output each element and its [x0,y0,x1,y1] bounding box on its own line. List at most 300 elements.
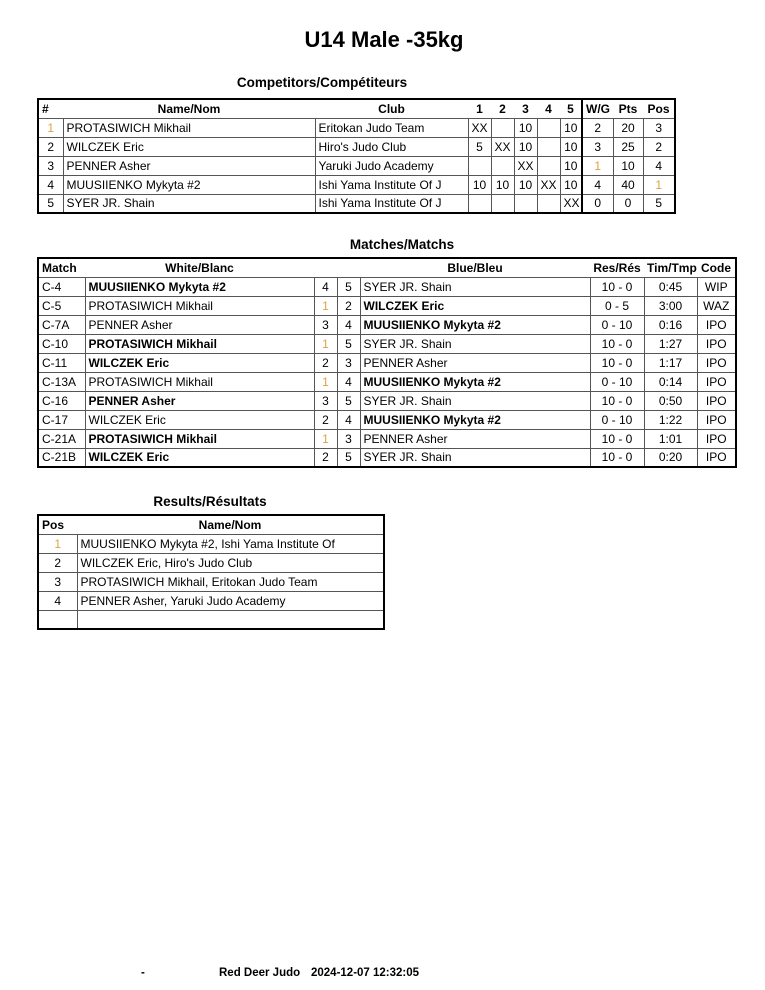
match-result [590,410,644,429]
competitor-wins [582,137,613,156]
competitor-score-m2 [491,194,514,213]
match-result-text: 0 - 10 [601,412,633,427]
white-player-text: PROTASIWICH Mikhail [88,431,217,446]
match-id [38,410,85,429]
competitor-num-text: 3 [47,158,55,173]
white-player [85,277,314,296]
header-pts: Pts [613,99,643,118]
white-number-text: 2 [322,355,329,370]
competitor-position-text: 2 [655,139,663,154]
result-position [38,610,77,629]
match-code [697,372,736,391]
match-id-text: C-16 [42,393,69,408]
white-player [85,296,314,315]
competitor-club [315,175,468,194]
competitor-score-m4-text: XX [540,177,557,192]
digit-one: 1 [594,158,602,173]
competitor-score-m3-text: 10 [518,177,533,192]
match-id [38,296,85,315]
footer-dash: - [141,967,145,979]
white-number-text: 3 [322,393,329,408]
competitor-club [315,137,468,156]
header-code: Code [697,258,736,277]
white-player-text: PROTASIWICH Mikhail [88,336,217,351]
match-result [590,315,644,334]
competitor-score-m5-text: XX [563,196,580,211]
competitor-score-m4 [537,137,560,156]
white-number [314,410,337,429]
competitor-num [38,175,63,194]
match-id [38,429,85,448]
match-row [38,353,736,372]
match-id-text: C-11 [42,355,68,370]
competitor-club-text: Ishi Yama Institute Of J [318,177,442,192]
match-result [590,334,644,353]
competitor-name-text: MUUSIIENKO Mykyta #2 [66,177,201,192]
competitor-position [643,137,675,156]
competitor-score-m3 [514,137,537,156]
competitor-score-m1-text: 10 [472,177,487,192]
competitor-wins [582,118,613,137]
match-id [38,372,85,391]
white-player [85,372,314,391]
white-player-text: WILCZEK Eric [88,450,170,465]
blue-player [360,391,590,410]
blue-player-text: WILCZEK Eric [363,298,445,313]
competitor-name-text: SYER JR. Shain [66,196,155,211]
blue-player [360,353,590,372]
match-row [38,296,736,315]
results-table [37,514,385,630]
competitor-score-m2 [491,118,514,137]
page-title: U14 Male -35kg [304,27,464,52]
competitor-score-m5 [560,175,582,194]
competitor-score-m5 [560,137,582,156]
result-position [38,591,77,610]
competitor-score-m1 [468,156,491,175]
competitor-num [38,156,63,175]
match-time-text: 0:45 [658,279,683,294]
match-code-text: IPO [705,336,727,351]
results-header-row [38,515,384,534]
result-name [77,610,384,629]
match-time [644,372,697,391]
footer-org: Red Deer Judo [219,967,301,979]
blue-player-text: MUUSIIENKO Mykyta #2 [363,374,501,389]
competitors-section-title: Competitors/Compétiteurs [236,75,408,90]
match-time [644,410,697,429]
competitor-points-text: 10 [621,158,635,173]
competitor-wins-text [594,159,601,173]
competitor-score-m1 [468,137,491,156]
match-code [697,391,736,410]
matches-section-title: Matches/Matchs [349,237,455,252]
competitor-name [63,156,315,175]
competitor-score-m3 [514,118,537,137]
competitor-wins-text: 0 [594,196,602,211]
digit-one: 1 [47,120,55,135]
result-name-text: WILCZEK Eric, Hiro's Judo Club [80,555,253,570]
competitor-score-m2 [491,175,514,194]
results-section-title: Results/Résultats [153,494,267,509]
header-match: Match [38,258,85,277]
white-player-text: PROTASIWICH Mikhail [88,374,213,389]
white-player [85,448,314,467]
competitor-wins-text: 2 [594,120,602,135]
white-number [314,277,337,296]
competitor-score-m4 [537,194,560,213]
competitor-name-text: WILCZEK Eric [66,139,144,154]
blue-player-text: PENNER Asher [363,355,448,370]
white-player-text: MUUSIIENKO Mykyta #2 [88,279,226,294]
digit-one: 1 [322,431,329,446]
competitor-score-m2 [491,156,514,175]
match-time-text: 1:22 [658,412,683,427]
result-name [77,534,384,553]
match-code [697,315,736,334]
match-id-text: C-10 [42,336,69,351]
white-player [85,353,314,372]
digit-one: 1 [655,177,663,192]
blue-number-text: 5 [345,393,352,408]
white-number-text [322,375,329,389]
match-code [697,296,736,315]
white-number-text: 4 [322,279,329,294]
match-time [644,353,697,372]
white-player [85,429,314,448]
match-code-text: IPO [705,317,727,332]
blue-number [337,448,360,467]
header-m3: 3 [514,99,537,118]
competitor-wins [582,194,613,213]
match-result-text: 0 - 5 [604,298,629,313]
competitor-num-text [47,121,54,135]
competitor-position-text: 4 [655,158,663,173]
competitor-position [643,175,675,194]
match-id [38,353,85,372]
match-result-text: 0 - 10 [601,317,633,332]
competitor-score-m3 [514,156,537,175]
header-name: Name/Nom [77,515,384,534]
match-time [644,296,697,315]
competitor-club-text: Hiro's Judo Club [318,139,407,154]
matches-header-row [38,258,736,277]
competitor-club [315,156,468,175]
competitor-row [38,156,675,175]
header-num: # [38,99,63,118]
competitor-points [613,118,643,137]
competitor-points [613,137,643,156]
match-id-text: C-7A [42,317,70,332]
competitor-score-m5-text: 10 [564,158,578,173]
white-player-text: WILCZEK Eric [88,412,166,427]
white-player-text: PROTASIWICH Mikhail [88,298,213,313]
match-code-text: WIP [704,279,728,294]
competitor-score-m5-text: 10 [564,120,578,135]
competitor-row [38,194,675,213]
blue-player-text: PENNER Asher [363,431,448,446]
blue-player [360,315,590,334]
matches-table [37,257,737,468]
competitor-points-text: 20 [621,120,635,135]
competitor-club-text: Yaruki Judo Academy [318,158,434,173]
competitor-position-text [655,178,662,192]
competitor-score-m3 [514,194,537,213]
match-id [38,391,85,410]
white-player [85,315,314,334]
header-result: Res/Rés [590,258,644,277]
white-player-text: PENNER Asher [88,393,176,408]
competitor-num-text: 2 [47,139,55,154]
competitor-club-text: Eritokan Judo Team [318,120,425,135]
match-result [590,448,644,467]
match-time [644,391,697,410]
header-name: Name/Nom [63,99,315,118]
white-player [85,391,314,410]
competitor-score-m1-text: XX [471,120,488,135]
match-row [38,334,736,353]
match-code [697,410,736,429]
competitor-score-m5-text: 10 [564,177,578,192]
competitor-score-m3-text: XX [517,158,534,173]
competitor-name [63,175,315,194]
competitor-score-m4 [537,118,560,137]
competitor-wins [582,156,613,175]
competitor-points [613,156,643,175]
match-time-text: 0:14 [658,374,683,389]
competitor-score-m3-text: 10 [518,139,533,154]
match-code-text: IPO [705,374,727,389]
competitor-num [38,194,63,213]
competitor-score-m1 [468,194,491,213]
match-time [644,315,697,334]
blue-number [337,410,360,429]
match-result-text: 10 - 0 [601,450,633,465]
match-code [697,429,736,448]
white-number [314,334,337,353]
result-row [38,610,384,629]
white-number [314,315,337,334]
blue-number-text: 5 [345,450,352,465]
blue-number [337,296,360,315]
result-row [38,591,384,610]
competitor-num-text: 4 [47,177,55,192]
competitor-wins-text: 4 [594,177,602,192]
match-code-text: IPO [705,355,727,370]
result-name-text: MUUSIIENKO Mykyta #2, Ishi Yama Institute Of [80,536,335,551]
competitor-score-m2-text: XX [494,139,511,154]
match-row [38,448,736,467]
white-player [85,334,314,353]
match-code [697,448,736,467]
match-time [644,334,697,353]
result-position-text: 3 [54,574,62,589]
blue-number-text: 3 [345,431,352,446]
competitor-score-m5 [560,194,582,213]
match-id [38,315,85,334]
competitor-score-m4 [537,175,560,194]
match-row [38,372,736,391]
header-wg: W/G [582,99,613,118]
blue-player-text: SYER JR. Shain [363,279,452,294]
competitor-num [38,118,63,137]
match-time [644,429,697,448]
match-row [38,315,736,334]
match-result-text: 10 - 0 [601,393,633,408]
header-m4: 4 [537,99,560,118]
header-m1: 1 [468,99,491,118]
match-code-text: IPO [705,412,727,427]
digit-one: 1 [322,336,329,351]
competitors-table [37,98,676,214]
match-result [590,391,644,410]
result-name [77,591,384,610]
competitor-position [643,118,675,137]
competitor-name [63,118,315,137]
header-pos: Pos [38,515,77,534]
blue-number-text: 4 [345,412,352,427]
white-number-text: 3 [322,317,329,332]
blue-player-text: SYER JR. Shain [363,393,452,408]
competitor-num-text: 5 [47,196,55,211]
competitor-score-m4 [537,156,560,175]
competitor-club [315,118,468,137]
competitor-points-text: 0 [624,196,632,211]
header-m2: 2 [491,99,514,118]
match-row [38,391,736,410]
result-row [38,572,384,591]
match-id-text: C-13A [42,374,77,389]
match-time-text: 1:17 [658,355,683,370]
result-name-text: PROTASIWICH Mikhail, Eritokan Judo Team [80,574,318,589]
match-id-text: C-5 [42,298,62,313]
competitor-name-text: PENNER Asher [66,158,151,173]
digit-one: 1 [322,298,329,313]
match-code [697,353,736,372]
result-name [77,572,384,591]
white-number [314,391,337,410]
blue-number [337,277,360,296]
match-id [38,448,85,467]
competitor-score-m3-text: 10 [518,120,533,135]
blue-number-text: 2 [345,298,352,313]
header-m5: 5 [560,99,582,118]
digit-one: 1 [54,536,62,551]
match-time [644,277,697,296]
match-result-text: 10 - 0 [601,336,633,351]
blue-player [360,410,590,429]
blue-number [337,334,360,353]
header-white: White/Blanc [85,258,314,277]
result-position [38,553,77,572]
white-player [85,410,314,429]
match-id-text: C-4 [42,279,62,294]
match-result-text: 10 - 0 [601,355,633,370]
competitor-wins-text: 3 [594,139,602,154]
white-number-text [322,299,329,313]
match-result-text: 0 - 10 [601,374,633,389]
competitor-score-m1 [468,175,491,194]
competitor-score-m5 [560,118,582,137]
blue-player [360,372,590,391]
blue-player [360,296,590,315]
match-id-text: C-17 [42,412,69,427]
blue-player-text: MUUSIIENKO Mykyta #2 [363,317,501,332]
match-time-text: 1:27 [658,336,683,351]
white-number [314,296,337,315]
match-code [697,277,736,296]
competitors-header-row [38,99,675,118]
result-name [77,553,384,572]
match-result [590,353,644,372]
match-result [590,372,644,391]
blue-player [360,429,590,448]
result-row [38,553,384,572]
competitor-points [613,194,643,213]
match-result-text: 10 - 0 [601,431,633,446]
match-id [38,334,85,353]
result-row [38,534,384,553]
competitor-points [613,175,643,194]
competitor-score-m2 [491,137,514,156]
match-time-text: 3:00 [658,298,683,313]
blue-number-text: 5 [345,336,352,351]
match-row [38,277,736,296]
competitor-name [63,137,315,156]
match-row [38,410,736,429]
white-number [314,448,337,467]
result-name-text: PENNER Asher, Yaruki Judo Academy [80,593,286,608]
competitor-score-m5-text: 10 [564,139,578,154]
match-time-text: 1:01 [658,431,683,446]
white-number-text [322,337,329,351]
match-result-text: 10 - 0 [601,279,633,294]
blue-player-text: MUUSIIENKO Mykyta #2 [363,412,501,427]
match-code [697,334,736,353]
header-blue: Blue/Bleu [360,258,590,277]
blue-player-text: SYER JR. Shain [363,450,452,465]
white-number-text [322,432,329,446]
competitor-position-text: 3 [655,120,663,135]
competitor-position-text: 5 [655,196,663,211]
competitor-num [38,137,63,156]
blue-player-text: SYER JR. Shain [363,336,452,351]
white-number [314,353,337,372]
competitor-score-m1 [468,118,491,137]
result-position [38,534,77,553]
match-result [590,429,644,448]
competitor-row [38,175,675,194]
blue-number [337,429,360,448]
white-player-text: PENNER Asher [88,317,173,332]
result-position-text: 2 [54,555,62,570]
match-time [644,448,697,467]
competitor-score-m1-text: 5 [476,139,483,154]
blue-player [360,334,590,353]
blue-number-text: 4 [345,374,352,389]
match-id-text: C-21A [42,431,77,446]
match-code-text: IPO [705,431,727,446]
header-time: Tim/Tmp [644,258,697,277]
competitor-position [643,156,675,175]
footer-timestamp: 2024-12-07 12:32:05 [311,967,420,979]
match-row [38,429,736,448]
result-position-text: 4 [54,593,62,608]
match-id-text: C-21B [42,450,77,465]
blue-number-text: 4 [345,317,352,332]
competitor-row [38,137,675,156]
blue-number [337,391,360,410]
